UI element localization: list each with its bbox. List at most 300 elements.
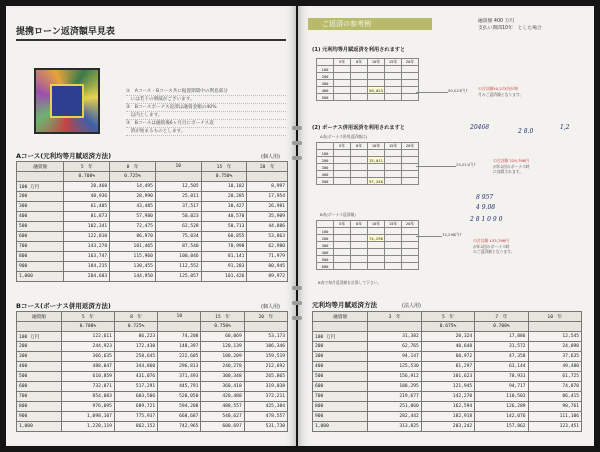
connector-line [416,92,448,93]
payment-cell: 144,950 [110,272,156,282]
table-row [17,222,288,232]
payment-cell: 20,460 [64,182,110,192]
payment-cell: 300,348 [201,372,244,382]
payment-cell: 115,960 [110,252,156,262]
payment-cell: 265,865 [244,372,287,382]
payment-cell: 251,060 [368,402,421,412]
payment-cell: 313,825 [368,422,421,432]
table-row [313,342,582,352]
loan-amount-cell: 900 [313,412,368,422]
handwritten-note: 2 8 1 0 9 0 [470,216,503,223]
payment-cell: 163,747 [64,252,110,262]
payment-cell: 89,972 [247,272,288,282]
payment-cell: 28,990 [110,192,156,202]
payment-cell: 282,442 [368,412,421,422]
table-row [313,382,582,392]
payment-cell: 74,208 [158,332,201,342]
payment-cell: 62,765 [368,342,421,352]
table-row [313,412,582,422]
table-row [17,212,288,222]
payment-cell: 244,923 [61,342,114,352]
note-line: 以内とします。 [126,112,286,120]
payment-cell: 366,635 [61,352,114,362]
payment-cell: 296,813 [158,362,201,372]
table-c [312,311,582,432]
payment-cell: 25,011 [155,192,201,202]
payment-cell: 732,071 [61,382,114,392]
table-row [313,362,582,372]
payment-cell: 122,611 [61,332,114,342]
payment-cell: 594,208 [158,402,201,412]
payment-cell: 60,855 [201,232,247,242]
payment-cell: 17,886 [475,332,528,342]
page-title: 提携ローン返済額早見表 [16,24,286,41]
loan-amount-cell: 300 [17,202,64,212]
payment-cell: 372,211 [244,392,287,402]
payment-cell: 162,594 [421,402,474,412]
callout-2b [493,158,529,175]
payment-cell: 53,173 [244,332,287,342]
section2-sub: A表(ボーナス併用返済額は) [320,134,368,139]
loan-amount-cell: 300 [313,352,368,362]
year-header: 5 年 [421,312,474,322]
binding-ring [292,126,302,130]
payment-cell: 40,648 [421,342,474,352]
handwritten-note: 1,2 [560,124,570,131]
table-row [17,332,288,342]
payment-cell: 62,980 [247,242,288,252]
payment-cell: 98,761 [528,402,581,412]
payment-cell: 431,076 [114,372,157,382]
table-row [17,342,288,352]
table-b [16,311,288,432]
loan-amount-cell: 100 万円 [313,332,368,342]
payment-cell: 24,090 [528,342,581,352]
payment-cell: 204,683 [64,272,110,282]
payment-cell: 219,677 [368,392,421,402]
payment-cell: 60,069 [201,332,244,342]
loan-amount-cell: 700 [313,392,368,402]
rate-cell [244,322,287,332]
payment-cell: 126,289 [475,402,528,412]
payment-cell: 240,278 [201,362,244,372]
example-header: ご返済の参考例 [308,18,432,30]
decorative-artwork [34,68,100,134]
payment-cell: 106,346 [244,342,287,352]
payment-cell: 49,480 [528,362,581,372]
payment-cell: 53,863 [247,232,288,242]
payment-cell: 258,645 [114,352,157,362]
year-header: 8 年 [110,162,156,172]
payment-cell: 80,945 [247,262,288,272]
artwork-center [50,84,84,118]
right-page [298,6,594,446]
payment-cell: 854,083 [61,392,114,402]
callout-1b [478,86,523,97]
payment-cell: 8,997 [247,182,288,192]
rate-cell: 0.725% [114,322,157,332]
loan-amount-cell: 500 [17,222,64,232]
rate-cell: 0.700% [475,322,528,332]
payment-cell: 30,427 [201,202,247,212]
payment-cell: 517,291 [114,382,157,392]
table-c-unit: (法人用) [402,303,421,309]
payment-cell: 159,519 [244,352,287,362]
payment-cell: 222,605 [158,352,201,362]
loan-amount-cell: 1,000 [313,422,368,432]
payment-cell: 63,144 [475,362,528,372]
rate-cell [247,172,288,182]
payment-cell: 40,570 [201,212,247,222]
payment-cell: 112,552 [155,262,201,272]
payment-cell: 101,426 [201,272,247,282]
payment-cell: 122,810 [64,232,110,242]
payment-cell: 212,692 [244,362,287,372]
table-a-unit: (個人用) [261,154,280,160]
payment-cell: 610,859 [61,372,114,382]
table-row [313,352,582,362]
table-row [17,182,288,192]
year-header: 10 [158,312,201,322]
handwritten-note: 2 8.0 [518,128,534,135]
column-header: 融資額 [17,312,62,322]
column-header: 融資額 [17,162,64,172]
payment-cell: 420,488 [201,392,244,402]
rate-cell: 0.708% [64,172,110,182]
callout-3b [473,238,514,255]
payment-cell: 184,215 [64,262,110,272]
table-row [17,242,288,252]
handwritten-note: 4 9.08 [476,204,496,211]
payment-cell: 10,182 [201,182,247,192]
payment-cell: 70,998 [201,242,247,252]
rate-label [17,322,62,332]
payment-cell: 130,455 [110,262,156,272]
table-b-title: Bコース(ボーナス併用返済方法) [16,302,111,310]
footnote: B表で毎月返済額を計算して下さい。 [318,280,382,285]
payment-cell: 86,223 [114,332,157,342]
payment-cell: 37,517 [155,202,201,212]
payment-cell: 61,725 [528,372,581,382]
payment-cell: 17,954 [247,192,288,202]
payment-cell: 72,475 [110,222,156,232]
rate-cell: 0.675% [421,322,474,332]
rate-label [313,322,368,332]
binding-ring [292,156,302,160]
payment-cell: 603,506 [114,392,157,402]
handwritten-note: 8 957 [476,194,494,201]
sample-table-2: 5年 8年 10年 15年 20年 100 200 25,011 300 400 500 97,240 [316,142,419,185]
table-b-unit: (個人用) [261,304,280,310]
connector-line [416,236,442,237]
callout-line: が年2回のボーナス時 [473,243,510,249]
section2-sub2: B表(ボーナス返済額) [320,212,356,217]
callout-line: 50,023円↑ [448,88,469,93]
rate-cell [528,322,581,332]
payment-cell: 203,242 [421,422,474,432]
payment-cell: 20,324 [421,332,474,342]
loan-amount-cell: 800 [313,402,368,412]
payment-cell: 344,860 [114,362,157,372]
rate-cell: 0.708% [61,322,114,332]
loan-amount-cell: 400 [313,362,368,372]
payment-cell: 668,687 [158,412,201,422]
payment-cell: 125,530 [368,362,421,372]
binding-ring [292,316,302,320]
payment-cell: 172,430 [114,342,157,352]
payment-cell: 81,297 [421,362,474,372]
table-row [17,382,288,392]
payment-cell: 12,545 [528,332,581,342]
year-header: 20 年 [244,312,287,322]
payment-cell: 600,697 [201,422,244,432]
payment-cell: 86,415 [528,392,581,402]
payment-cell: 50,023 [155,212,201,222]
payment-cell: 40,936 [64,192,110,202]
table-row [17,252,288,262]
example-meta [478,18,542,32]
table-a [16,161,288,282]
loan-amount-cell: 100 万円 [17,332,62,342]
table-row [17,352,288,362]
table-row [17,192,288,202]
loan-amount-cell: 500 [17,372,62,382]
payment-cell: 31,572 [475,342,528,352]
payment-cell: 35,909 [247,212,288,222]
payment-cell: 360,418 [201,382,244,392]
payment-cell: 60,972 [421,352,474,362]
note-line: ③ Bコースは融資後6ヶ月目にボーナス返 [126,120,286,128]
payment-cell: 142,270 [421,392,474,402]
payment-cell: 478,557 [244,412,287,422]
payment-cell: 520,050 [158,392,201,402]
callout-3 [442,232,462,238]
payment-cell: 74,070 [528,382,581,392]
payment-cell: 775,937 [114,412,157,422]
loan-amount-cell: 100 万円 [17,182,64,192]
rate-cell [158,322,201,332]
rate-cell: 0.750% [201,172,247,182]
payment-cell: 120,139 [201,342,244,352]
payment-cell: 142,076 [475,412,528,422]
payment-cell: 94,147 [368,352,421,362]
payment-cell: 540,627 [201,412,244,422]
payment-cell: 101,465 [110,242,156,252]
loan-amount-cell: 200 [313,342,368,352]
payment-cell: 143,278 [64,242,110,252]
sample-table-3: 5年 8年 10年 15年 20年 100 200 74,298 300 400 500 600 [316,220,419,270]
payment-cell: 14,495 [110,182,156,192]
table-row [17,422,288,432]
loan-amount-cell: 900 [17,262,64,272]
loan-amount-cell: 600 [313,382,368,392]
payment-cell: 110,503 [475,392,528,402]
rate-cell: 0.725% [110,172,156,182]
payment-cell: 100,046 [155,252,201,262]
table-row [17,402,288,412]
table-row [313,332,582,342]
table-row [17,272,288,282]
rate-cell [155,172,201,182]
payment-cell: 81,873 [64,212,110,222]
payment-cell: 1,098,107 [61,412,114,422]
payment-cell: 180,209 [201,352,244,362]
payment-cell: 976,095 [61,402,114,412]
year-header: 10 [155,162,201,172]
table-row [313,402,582,412]
left-page [6,6,296,446]
loan-amount-cell: 800 [17,402,62,412]
loan-amount-cell: 900 [17,412,62,422]
table-c-title: 元利均等月賦返済方法 [312,301,377,309]
table-row [17,262,288,272]
payment-cell: 20,285 [201,192,247,202]
loan-amount-cell: 500 [313,372,368,382]
loan-amount-cell: 700 [17,242,64,252]
payment-cell: 26,981 [247,202,288,212]
payment-cell: 125,057 [155,272,201,282]
section2-title: (2) ボーナス併用返済を利用されますと [312,125,405,131]
loan-amount-cell: 600 [17,232,64,242]
callout-line: 74,298円↑ [442,232,463,237]
table-row [313,372,582,382]
note-line: ① Aコース・Bコース共に据置期間中の利息部分 [126,88,286,96]
payment-cell: 50,713 [201,222,247,232]
note-line: 済が始まるものとします。 [126,128,286,136]
sample-table-1: 5年 8年 10年 15年 20年 100 200 300 400 50,023 500 [316,58,419,101]
year-header: 10 年 [528,312,581,322]
year-header: 15 年 [201,312,244,322]
callout-1 [448,88,468,94]
payment-cell: 531,730 [244,422,287,432]
binding-ring [292,141,302,145]
note-line: には若干の増減がございます。 [126,96,286,104]
brochure-spread [6,6,594,446]
table-a-title: Aコース(元利均等月賦返済方法) [16,152,112,160]
table-row [17,202,288,212]
payment-cell: 47,358 [475,352,528,362]
payment-cell: 91,283 [201,262,247,272]
rate-cell: 0.750% [201,322,244,332]
meta-line: 融資額 400 万円 [478,19,515,24]
payment-cell: 319,038 [244,382,287,392]
table-row [17,392,288,402]
payment-cell: 488,047 [61,362,114,372]
callout-2 [456,162,476,168]
payment-cell: 57,980 [110,212,156,222]
callout-line: の合計額50,273円が毎 [478,86,518,91]
year-header: 15 年 [201,162,247,172]
payment-cell: 156,912 [368,372,421,382]
callout-line: が年2回のボーナス時 [493,163,530,169]
table-row [17,232,288,242]
loan-amount-cell: 200 [17,192,64,202]
payment-cell: 371,493 [158,372,201,382]
payment-cell: 188,295 [368,382,421,392]
callout-line: 月のご返済額となります。 [478,91,524,97]
loan-amount-cell: 300 [17,352,62,362]
payment-cell: 101,623 [421,372,474,382]
payment-cell: 862,152 [114,422,157,432]
loan-amount-cell: 700 [17,392,62,402]
payment-cell: 102,341 [64,222,110,232]
payment-cell: 111,106 [528,412,581,422]
payment-cell: 425,384 [244,402,287,412]
year-header: 8 年 [114,312,157,322]
notes-block [126,88,286,136]
payment-cell: 182,918 [421,412,474,422]
handwritten-note: 20468 [470,124,490,131]
payment-cell: 43,485 [110,202,156,212]
year-header: 20 年 [247,162,288,172]
callout-line: のご返済額となります。 [473,249,515,254]
payment-cell: 62,528 [155,222,201,232]
table-row [313,392,582,402]
loan-amount-cell: 200 [17,342,62,352]
payment-cell: 75,034 [155,232,201,242]
rate-label [17,172,64,182]
callout-line: に加算されます。 [493,169,524,174]
binding-ring [292,286,302,290]
payment-cell: 31,382 [368,332,421,342]
meta-line: 支払い期間10年 とした場合 [478,26,542,31]
payment-cell: 44,886 [247,222,288,232]
payment-cell: 157,862 [475,422,528,432]
payment-cell: 121,945 [421,382,474,392]
loan-amount-cell: 800 [17,252,64,262]
payment-cell: 94,717 [475,382,528,392]
rate-cell [368,322,421,332]
loan-amount-cell: 400 [17,212,64,222]
note-line: ② Bコースボーナス返済は融資金額の40% [126,104,286,112]
table-row [17,362,288,372]
payment-cell: 148,397 [158,342,201,352]
table-row [17,372,288,382]
loan-amount-cell: 400 [17,362,62,372]
payment-cell: 480,557 [201,402,244,412]
payment-cell: 445,791 [158,382,201,392]
payment-cell: 81,141 [201,252,247,262]
loan-amount-cell: 600 [17,382,62,392]
section1-title: (1) 元利均等月賦返済を利用されますと [312,47,406,53]
table-row [17,412,288,422]
payment-cell: 71,979 [247,252,288,262]
payment-cell: 123,451 [528,422,581,432]
payment-cell: 1,220,119 [61,422,114,432]
callout-line: の合計額 133,798円 [473,238,509,243]
loan-amount-cell: 1,000 [17,272,64,282]
callout-line: 25,011円↑ [456,162,477,167]
year-header: 7 年 [475,312,528,322]
payment-cell: 78,931 [475,372,528,382]
year-header: 3 年 [368,312,421,322]
payment-cell: 742,965 [158,422,201,432]
table-row [313,422,582,432]
year-header: 5 年 [61,312,114,322]
payment-cell: 86,970 [110,232,156,242]
column-header: 融資額 [313,312,368,322]
payment-cell: 87,540 [155,242,201,252]
year-header: 5 年 [64,162,110,172]
loan-amount-cell: 1,000 [17,422,62,432]
payment-cell: 689,721 [114,402,157,412]
payment-cell: 37,635 [528,352,581,362]
binding-ring [292,301,302,305]
connector-line [416,166,456,167]
payment-cell: 12,505 [155,182,201,192]
payment-cell: 61,405 [64,202,110,212]
callout-line: の合計額 229,798円 [493,158,529,163]
